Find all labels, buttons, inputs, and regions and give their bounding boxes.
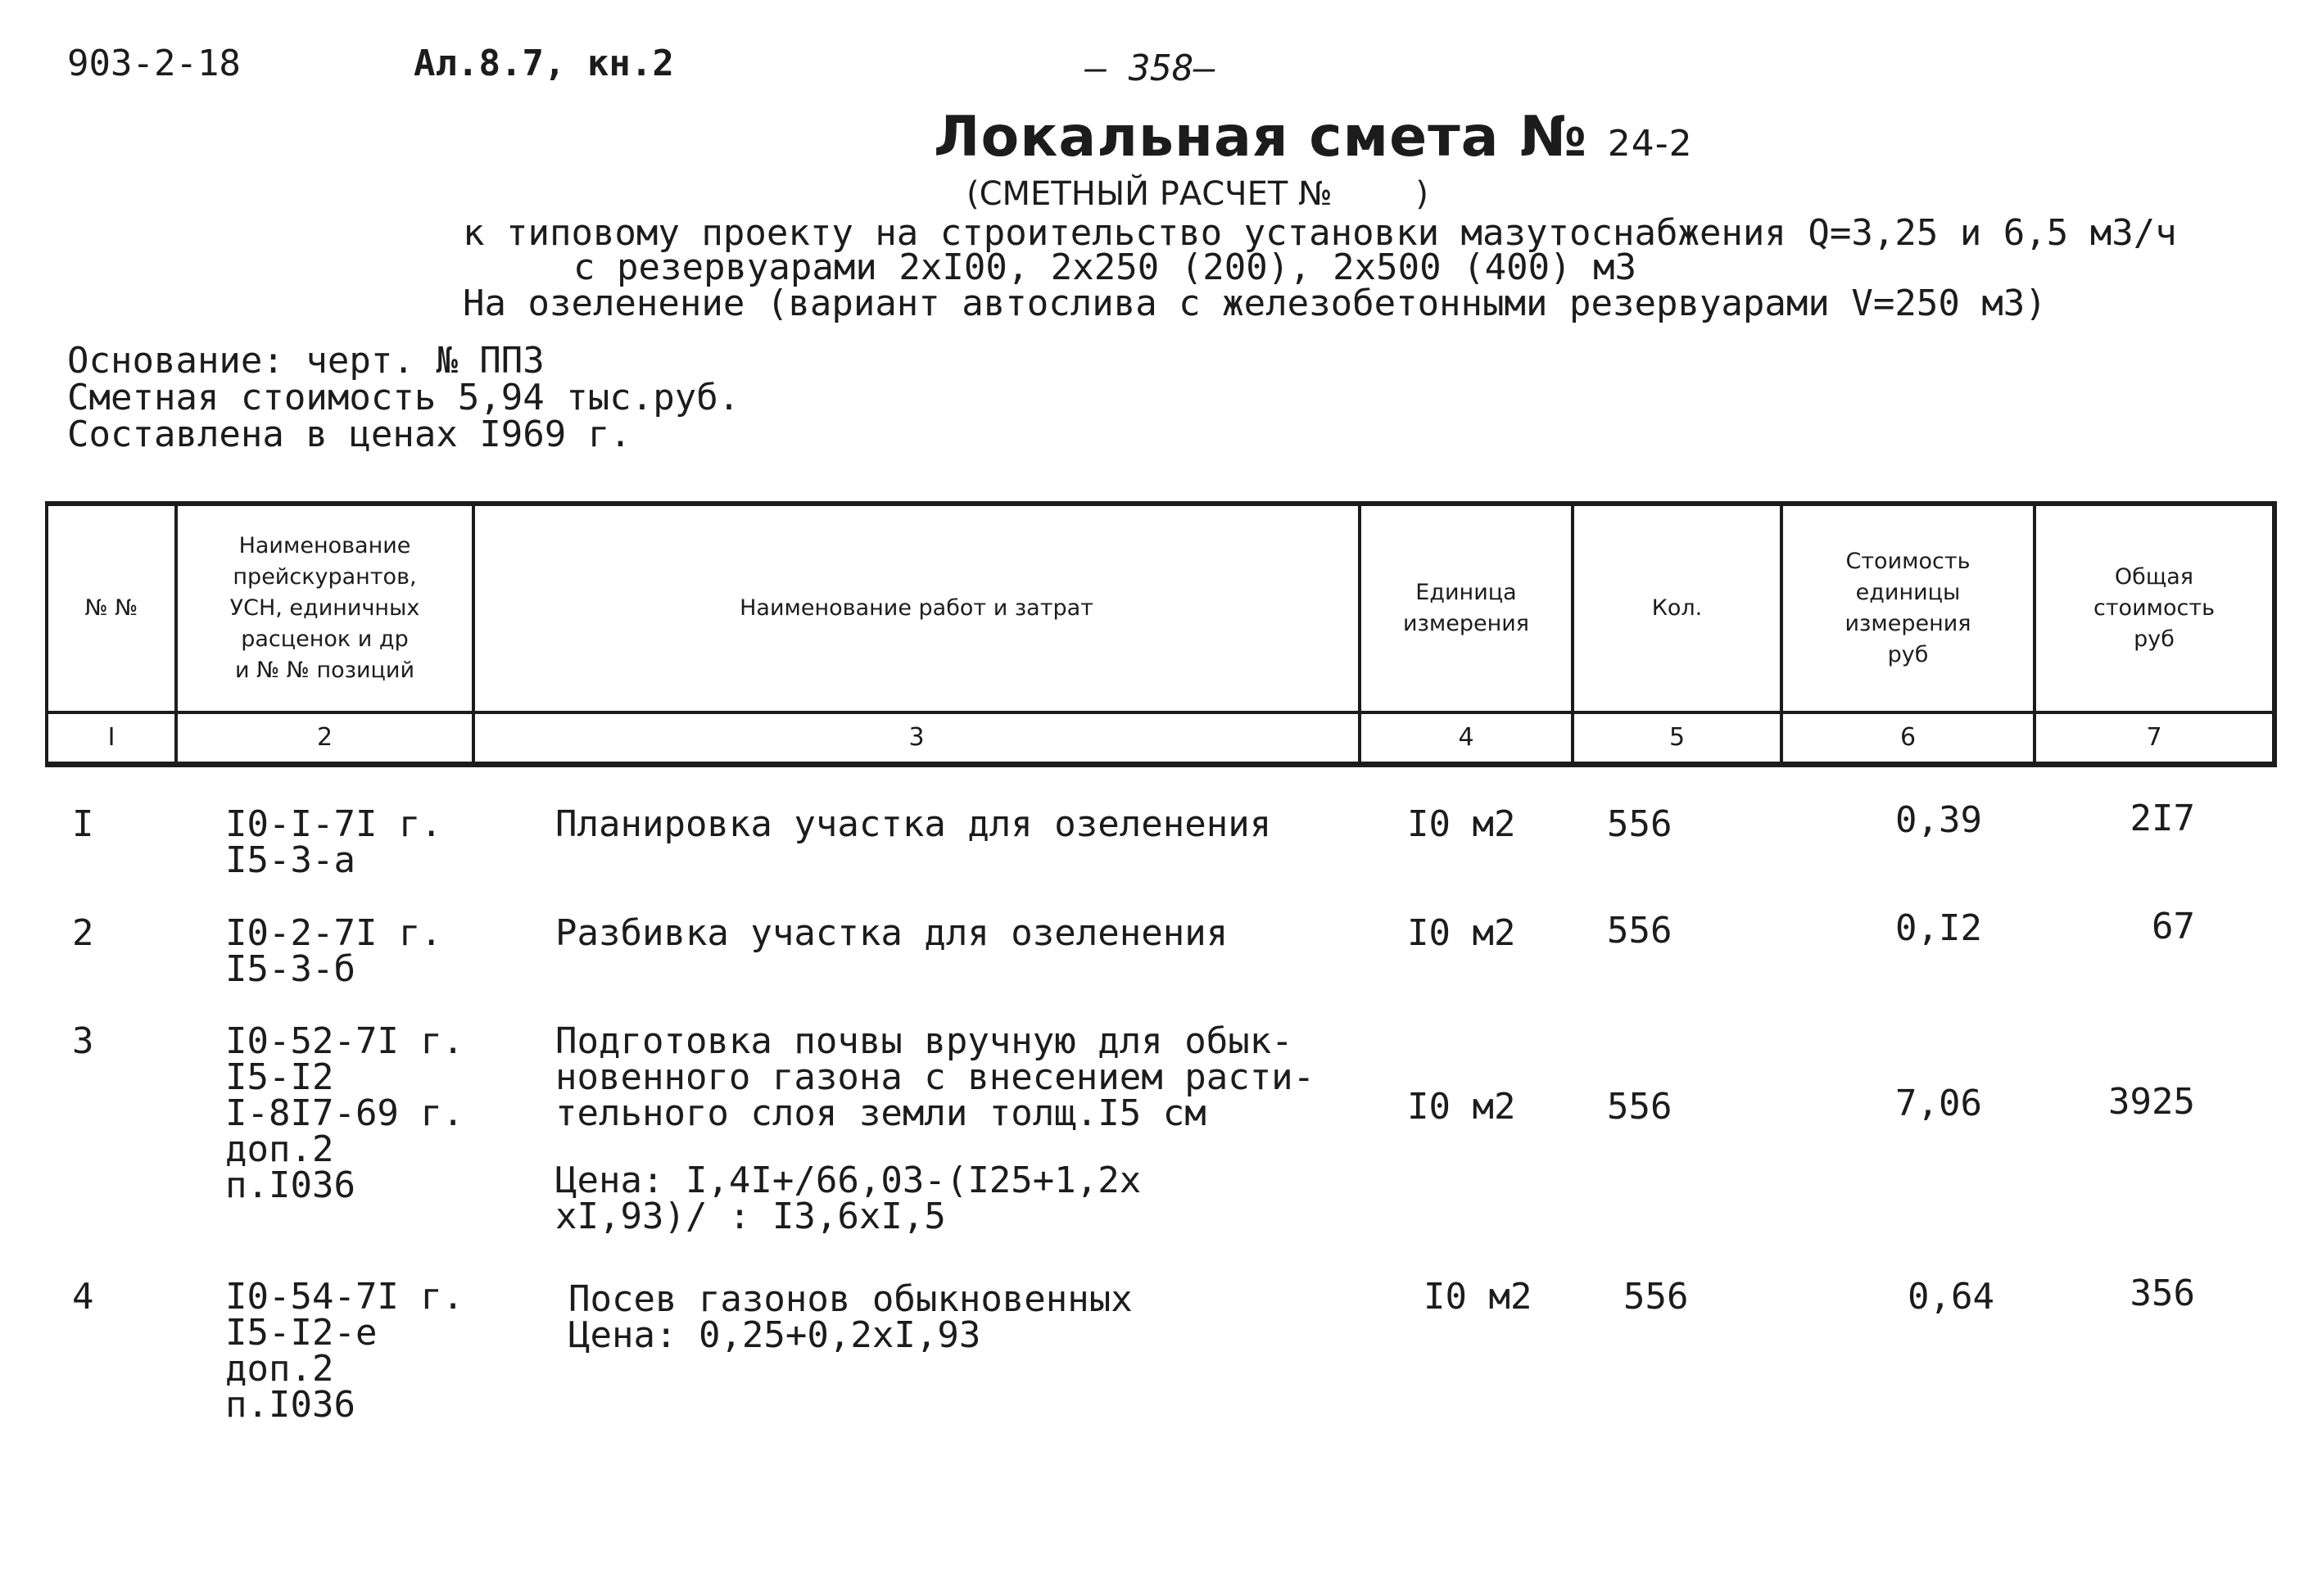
row-number: 2 xyxy=(72,912,94,954)
row-work-name: Разбивка участка для озеленения xyxy=(555,912,1229,954)
column-number: 5 xyxy=(1668,722,1686,752)
estimate-number: 24-2 xyxy=(1607,123,1693,165)
row-number: I xyxy=(72,803,94,845)
row-work-name: Подготовка почвы вручную для обык- новенного газона с внесением расти- тельного слоя земли толщ.I5 см xyxy=(555,1020,1315,1134)
header-price-list: Наименование прейскурантов, УСН, единичных расценок и др и № № позиций xyxy=(229,533,420,683)
basis-drawing: Основание: черт. № ПП3 xyxy=(67,340,545,382)
column-number: 6 xyxy=(1899,722,1917,752)
row-price-note: Цена: I,4I+/66,03-(I25+1,2х хI,93)/ : I3,6хI,5 xyxy=(555,1160,1142,1237)
estimated-cost: Сметная стоимость 5,94 тыс.руб. xyxy=(67,377,740,418)
document-code: 903-2-18 xyxy=(67,43,241,84)
row-quantity: 556 xyxy=(1623,1276,1689,1318)
row-total: 67 xyxy=(2152,906,2195,947)
column-number: 4 xyxy=(1458,722,1474,752)
column-number: I xyxy=(107,722,115,752)
row-number: 4 xyxy=(72,1276,94,1318)
header-total-cost: Общая стоимость руб xyxy=(2093,564,2215,652)
row-total: 3925 xyxy=(2108,1081,2195,1123)
row-code: I0-54-7I г. I5-I2-е доп.2 п.I036 xyxy=(225,1276,464,1426)
column-number: 2 xyxy=(316,722,333,752)
row-code: I0-52-7I г. I5-I2 I-8I7-69 г. доп.2 п.I036 xyxy=(225,1020,464,1206)
column-number: 3 xyxy=(908,722,925,752)
row-code: I0-2-7I г. I5-3-б xyxy=(225,912,442,990)
row-unit-cost: 0,I2 xyxy=(1895,907,1982,949)
row-work-name: Планировка участка для озеленения xyxy=(555,803,1272,845)
price-basis: Составлена в ценах I969 г. xyxy=(67,414,631,455)
row-work-name: Посев газонов обыкновенных Цена: 0,25+0,2хI,93 xyxy=(568,1278,1133,1356)
description-line-2: с резервуарами 2хI00, 2х250 (200), 2х500 (400) м3 xyxy=(573,246,1637,288)
description-line-1: к типовому проекту на строительство установки мазутоснабжения Q=3,25 и 6,5 м3/ч xyxy=(463,212,2177,254)
header-quantity: Кол. xyxy=(1651,595,1703,621)
row-quantity: 556 xyxy=(1607,910,1672,952)
row-unit-cost: 0,64 xyxy=(1908,1276,1994,1318)
header-unit-cost: Стоимость единицы измерения руб xyxy=(1844,549,1971,667)
header-unit: Единица измерения xyxy=(1402,580,1530,636)
row-unit: I0 м2 xyxy=(1407,1086,1516,1128)
column-number: 7 xyxy=(2146,722,2162,752)
row-unit: I0 м2 xyxy=(1424,1276,1532,1318)
row-number: 3 xyxy=(72,1020,94,1062)
row-quantity: 556 xyxy=(1607,1086,1672,1128)
row-unit: I0 м2 xyxy=(1407,803,1516,845)
row-unit-cost: 0,39 xyxy=(1895,799,1982,841)
header-num: № № xyxy=(84,595,138,621)
album-reference: Ал.8.7, кн.2 xyxy=(414,43,674,84)
page-title xyxy=(934,105,1693,170)
row-quantity: 556 xyxy=(1607,803,1672,845)
page-title-text: Локальная смета № xyxy=(934,105,1588,170)
row-unit-cost: 7,06 xyxy=(1895,1083,1982,1124)
row-code: I0-I-7I г. I5-3-а xyxy=(225,803,442,881)
page-number: — 358— xyxy=(1085,47,1215,89)
description-line-3: На озеленение (вариант автослива с железобетонными резервуарами V=250 м3) xyxy=(463,283,2047,324)
subtitle: (СМЕТНЫЙ РАСЧЕТ № ) xyxy=(966,175,1428,213)
row-total: 2I7 xyxy=(2130,798,2195,839)
header-work-name: Наименование работ и затрат xyxy=(740,595,1093,621)
row-unit: I0 м2 xyxy=(1407,912,1516,954)
row-total: 356 xyxy=(2130,1273,2195,1314)
